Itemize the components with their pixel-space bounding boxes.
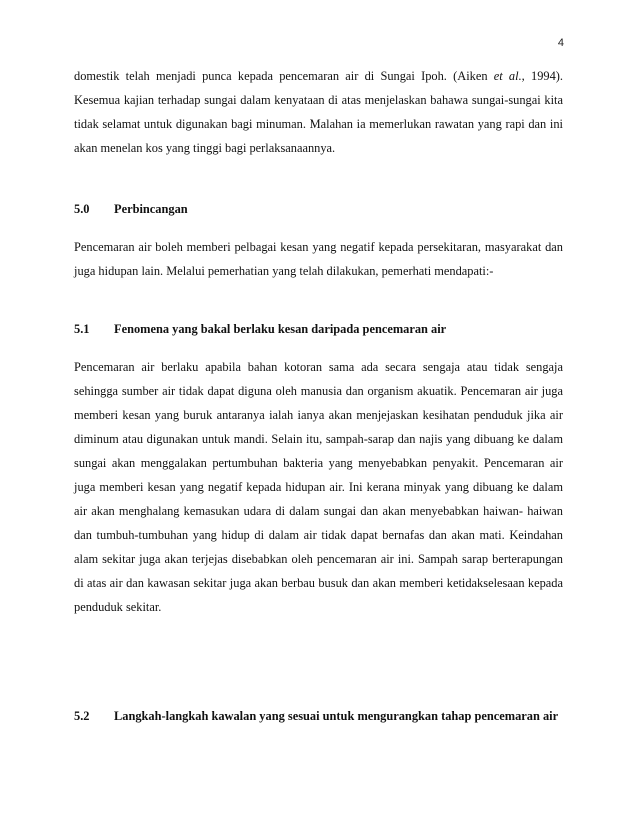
section-heading-5-2 [74,704,563,728]
intro-paragraph [74,64,563,160]
citation-et-al: et al., [493,69,525,83]
section-number-5-2: 5.2 [74,709,90,723]
section-5-1-paragraph: Pencemaran air berlaku apabila bahan kotoran sama ada secara sengaja atau tidak sengaja sehingga sumber air tidak dapat diguna oleh manusia dan organism akuatik. Pencemaran air juga memberi kesan yang buruk antaranya ialah ianya akan menjejaskan kesihatan penduduk jika air diminum atau digunakan untuk mandi. Selain itu, sampah-sarap dan najis yang dibuang ke dalam sungai akan menggalakan pertumbuhan bakteria yang menyebabkan penyakit. Pencemaran air juga memberi kesan yang negatif kepada hidupan air. Ini kerana minyak yang dibuang ke dalam air akan menghalang kemasukan udara di dalam sungai dan akan menyebabkan haiwan- haiwan dan tumbuh-tumbuhan yang hidup di dalam air tidak dapat bernafas dan akan mati. Keindahan alam sekitar juga akan terjejas disebabkan oleh pencemaran air ini. Sampah sarap berterapungan di atas air dan kawasan sekitar juga akan berbau busuk dan akan memberi ketidakselesaan kepada penduduk sekitar. [74,360,563,614]
intro-text-start: domestik telah menjadi punca kepada pencemaran air di Sungai Ipoh. (Aiken [74,69,494,83]
page-number: 4 [557,37,564,49]
section-number-5-0: 5.0 [74,202,90,216]
section-number-5-1: 5.1 [74,322,90,336]
section-5-0-paragraph: Pencemaran air boleh memberi pelbagai kesan yang negatif kepada persekitaran, masyarakat dan juga hidupan lain. Melalui pemerhatian yang telah dilakukan, pemerhati mendapati:- [74,240,563,278]
section-title-5-1: Fenomena yang bakal berlaku kesan daripada pencemaran air [114,322,447,336]
document-body [74,64,563,728]
intro-text-end: 1994). Kesemua kajian terhadap sungai dalam kenyataan di atas menjelaskan bahawa sungai-sungai kita tidak selamat untuk digunakan bagi minuman. Malahan ia memerlukan rawatan yang rapi dan ini akan menelan kos yang tinggi bagi perlaksanaannya. [74,69,564,155]
section-heading-5-0 [74,197,563,221]
section-title-5-0: Perbincangan [114,202,188,216]
section-title-5-2: Langkah-langkah kawalan yang sesuai untuk mengurangkan tahap pencemaran air [114,709,559,723]
section-heading-5-1 [74,317,563,341]
